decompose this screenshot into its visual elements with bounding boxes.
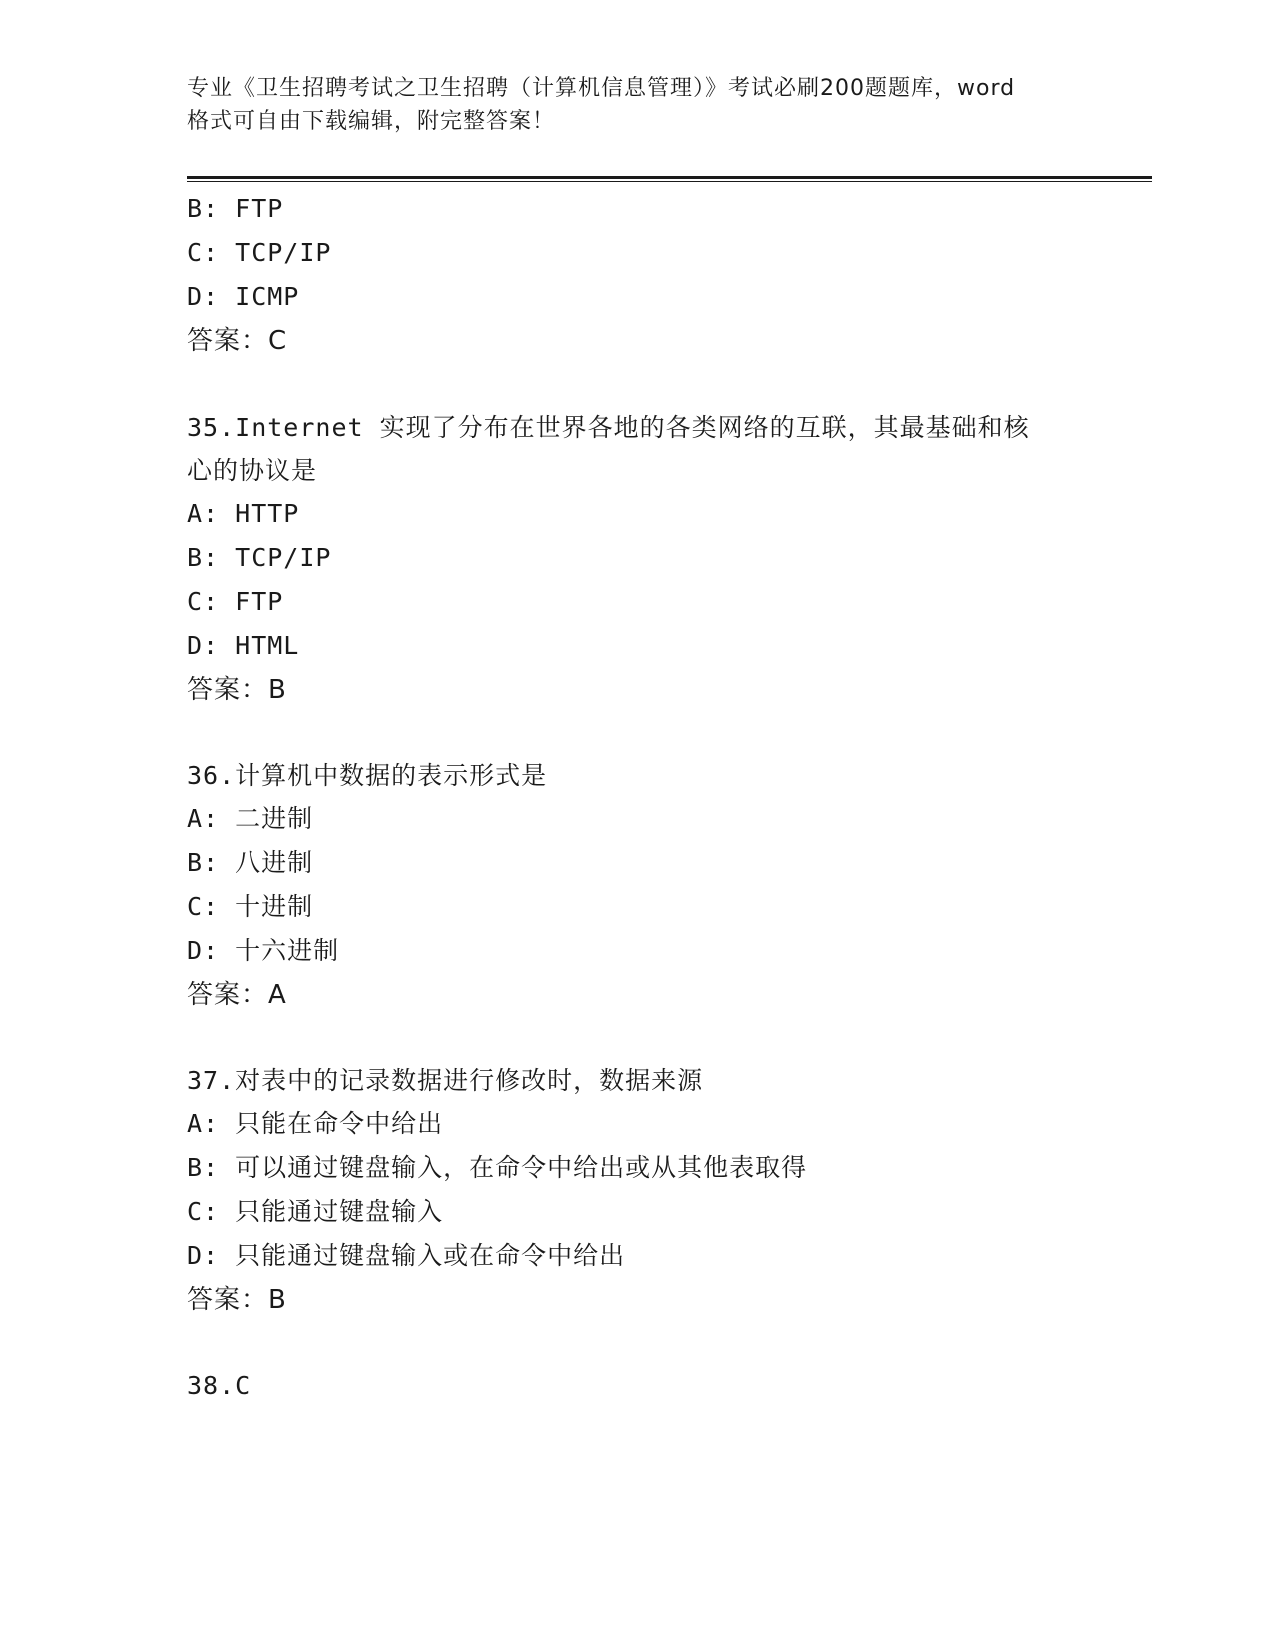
q37-option-d: D: 只能通过键盘输入或在命令中给出 <box>187 1241 626 1270</box>
q38-question: 38.C <box>187 1371 252 1400</box>
q37-option-c: C: 只能通过键盘输入 <box>187 1197 444 1226</box>
header-line-2: 格式可自由下载编辑，附完整答案！ <box>187 109 556 134</box>
q34-option-d: D: ICMP <box>187 282 300 311</box>
q35-answer: 答案：B <box>187 675 287 705</box>
q35-question-line-1: 35.Internet 实现了分布在世界各地的各类网络的互联，其最基础和核 <box>187 413 1030 442</box>
q35-option-c: C: FTP <box>187 587 284 616</box>
q34-option-c: C: TCP/IP <box>187 238 332 267</box>
q35-option-d: D: HTML <box>187 631 300 660</box>
q34-option-b: B: FTP <box>187 194 284 223</box>
q37-answer: 答案：B <box>187 1285 287 1315</box>
q35-question-line-2: 心的协议是 <box>187 456 318 485</box>
q36-option-c: C: 十进制 <box>187 892 314 921</box>
q36-option-a: A: 二进制 <box>187 804 314 833</box>
q36-question: 36.计算机中数据的表示形式是 <box>187 761 548 790</box>
document-header <box>187 72 1107 138</box>
q37-option-a: A: 只能在命令中给出 <box>187 1109 444 1138</box>
q36-option-d: D: 十六进制 <box>187 936 340 965</box>
q36-option-b: B: 八进制 <box>187 848 314 877</box>
q36-answer: 答案：A <box>187 980 287 1010</box>
q35-option-b: B: TCP/IP <box>187 543 332 572</box>
q37-question: 37.对表中的记录数据进行修改时，数据来源 <box>187 1066 704 1095</box>
header-divider-thin <box>187 181 1152 182</box>
q35-option-a: A: HTTP <box>187 499 300 528</box>
header-line-1: 专业《卫生招聘考试之卫生招聘（计算机信息管理）》考试必刷200题题库，word <box>187 76 1016 101</box>
header-divider-thick <box>187 176 1152 179</box>
q37-option-b: B: 可以通过键盘输入，在命令中给出或从其他表取得 <box>187 1153 808 1182</box>
q34-answer: 答案：C <box>187 326 288 356</box>
